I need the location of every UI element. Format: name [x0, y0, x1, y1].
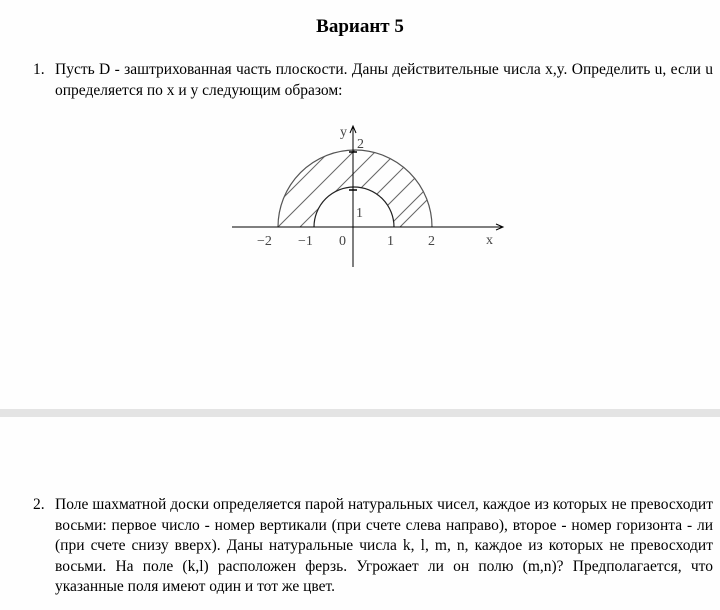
- problem-2: [33, 495, 713, 598]
- x-axis-label: x: [486, 233, 493, 248]
- x-tick-label-m1: −1: [298, 234, 313, 249]
- x-tick-label-2: 2: [428, 234, 435, 249]
- page-separator: [0, 409, 720, 417]
- problem-number: 1.: [33, 61, 45, 78]
- problem-number: 2.: [33, 496, 45, 513]
- outer-arc: [278, 150, 432, 227]
- y-tick-label-1: 1: [356, 206, 363, 221]
- origin-label: 0: [339, 234, 346, 249]
- problem-text: Поле шахматной доски определяется парой натуральных чисел, каждое из которых не превосходит восьми: первое число - номер вертикали (при счете слева направо), второе - номер горизонта - ли (при счете снизу вверх). Даны натуральные числа k, l, m, n, каждое из которых не превосходит восьми. На поле (k,l) расположен ферзь. Угрожает ли он полю (m,n)? Предполагается, что указанные поля имеют один и тот же цвет.: [55, 496, 713, 595]
- page-title: Вариант 5: [316, 16, 404, 37]
- x-tick-label-m2: −2: [257, 234, 272, 249]
- y-axis-label: y: [340, 125, 347, 140]
- problem-text: Пусть D - заштрихованная часть плоскости. Даны действительные числа x,y. Определить u, если u определяется по x и y следующим образом:: [55, 61, 713, 99]
- inner-arc: [314, 187, 394, 227]
- y-tick-label-2: 2: [357, 137, 364, 152]
- x-tick-label-1: 1: [387, 234, 394, 249]
- hatching: [230, 97, 530, 227]
